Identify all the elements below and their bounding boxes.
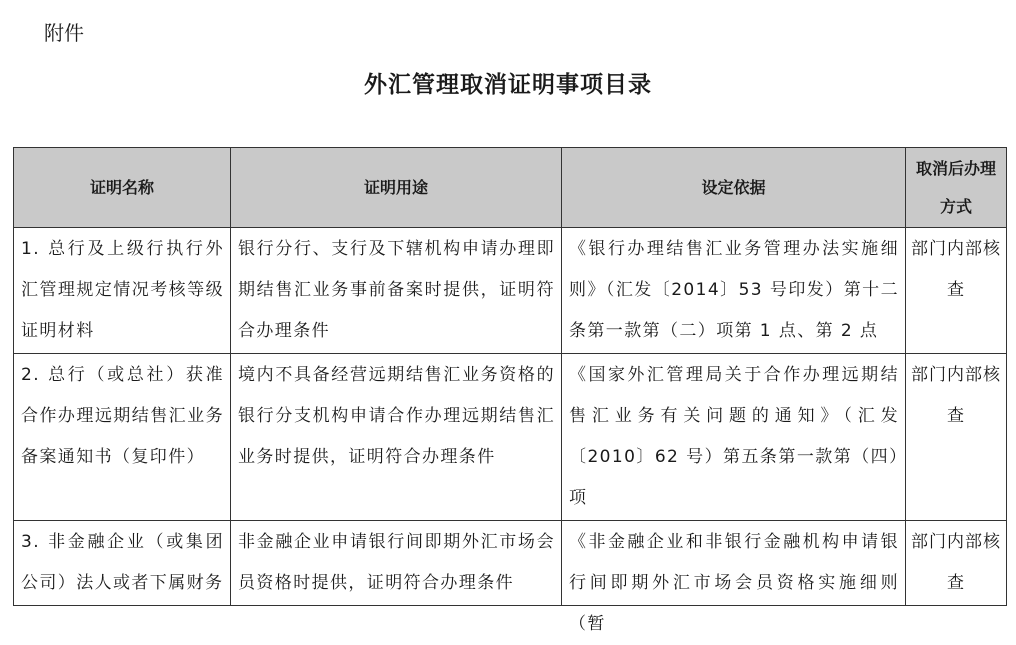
table-row: [14, 354, 1007, 521]
cell-method: 部门内部核查: [906, 354, 1007, 521]
cell-basis: [562, 521, 906, 634]
cell-name: 1. 总行及上级行执行外汇管理规定情况考核等级证明材料: [14, 228, 231, 354]
cell-basis-text: 《非金融企业和非银行金融机构申请银行间即期外汇市场会员资格实施细则（暂: [569, 532, 899, 634]
cell-basis: 《国家外汇管理局关于合作办理远期结售汇业务有关问题的通知》（汇发〔2010〕62 号）第五条第一款第（四）项: [562, 354, 906, 521]
column-header-method: 取消后办理方式: [906, 148, 1007, 228]
cell-method: 部门内部核查: [906, 228, 1007, 354]
cell-purpose: 银行分行、支行及下辖机构申请办理即期结售汇业务事前备案时提供，证明符合办理条件: [231, 228, 562, 354]
cell-method: [906, 521, 1007, 606]
cell-method-text: 部门内部核查: [911, 532, 1001, 593]
cell-name: [14, 521, 231, 606]
cell-basis: 《银行办理结售汇业务管理办法实施细则》（汇发〔2014〕53 号印发）第十二条第一款第（二）项第 1 点、第 2 点: [562, 228, 906, 354]
column-header-purpose: 证明用途: [231, 148, 562, 228]
certificate-table: [13, 147, 1007, 634]
cell-purpose: 境内不具备经营远期结售汇业务资格的银行分支机构申请合作办理远期结售汇业务时提供，证明符合办理条件: [231, 354, 562, 521]
table-header-row: [14, 148, 1007, 228]
column-header-name: 证明名称: [14, 148, 231, 228]
attachment-label: 附件: [44, 21, 84, 45]
cell-purpose: [231, 521, 562, 606]
column-header-basis: 设定依据: [562, 148, 906, 228]
table-row: [14, 521, 1007, 606]
cell-name-text: 3. 非金融企业（或集团公司）法人或者下属财务: [21, 532, 224, 593]
document-title: 外汇管理取消证明事项目录: [364, 72, 652, 98]
table-row: [14, 228, 1007, 354]
cell-name: 2. 总行（或总社）获准合作办理远期结售汇业务备案通知书（复印件）: [14, 354, 231, 521]
cell-purpose-text: 非金融企业申请银行间即期外汇市场会员资格时提供，证明符合办理条件: [238, 532, 555, 593]
